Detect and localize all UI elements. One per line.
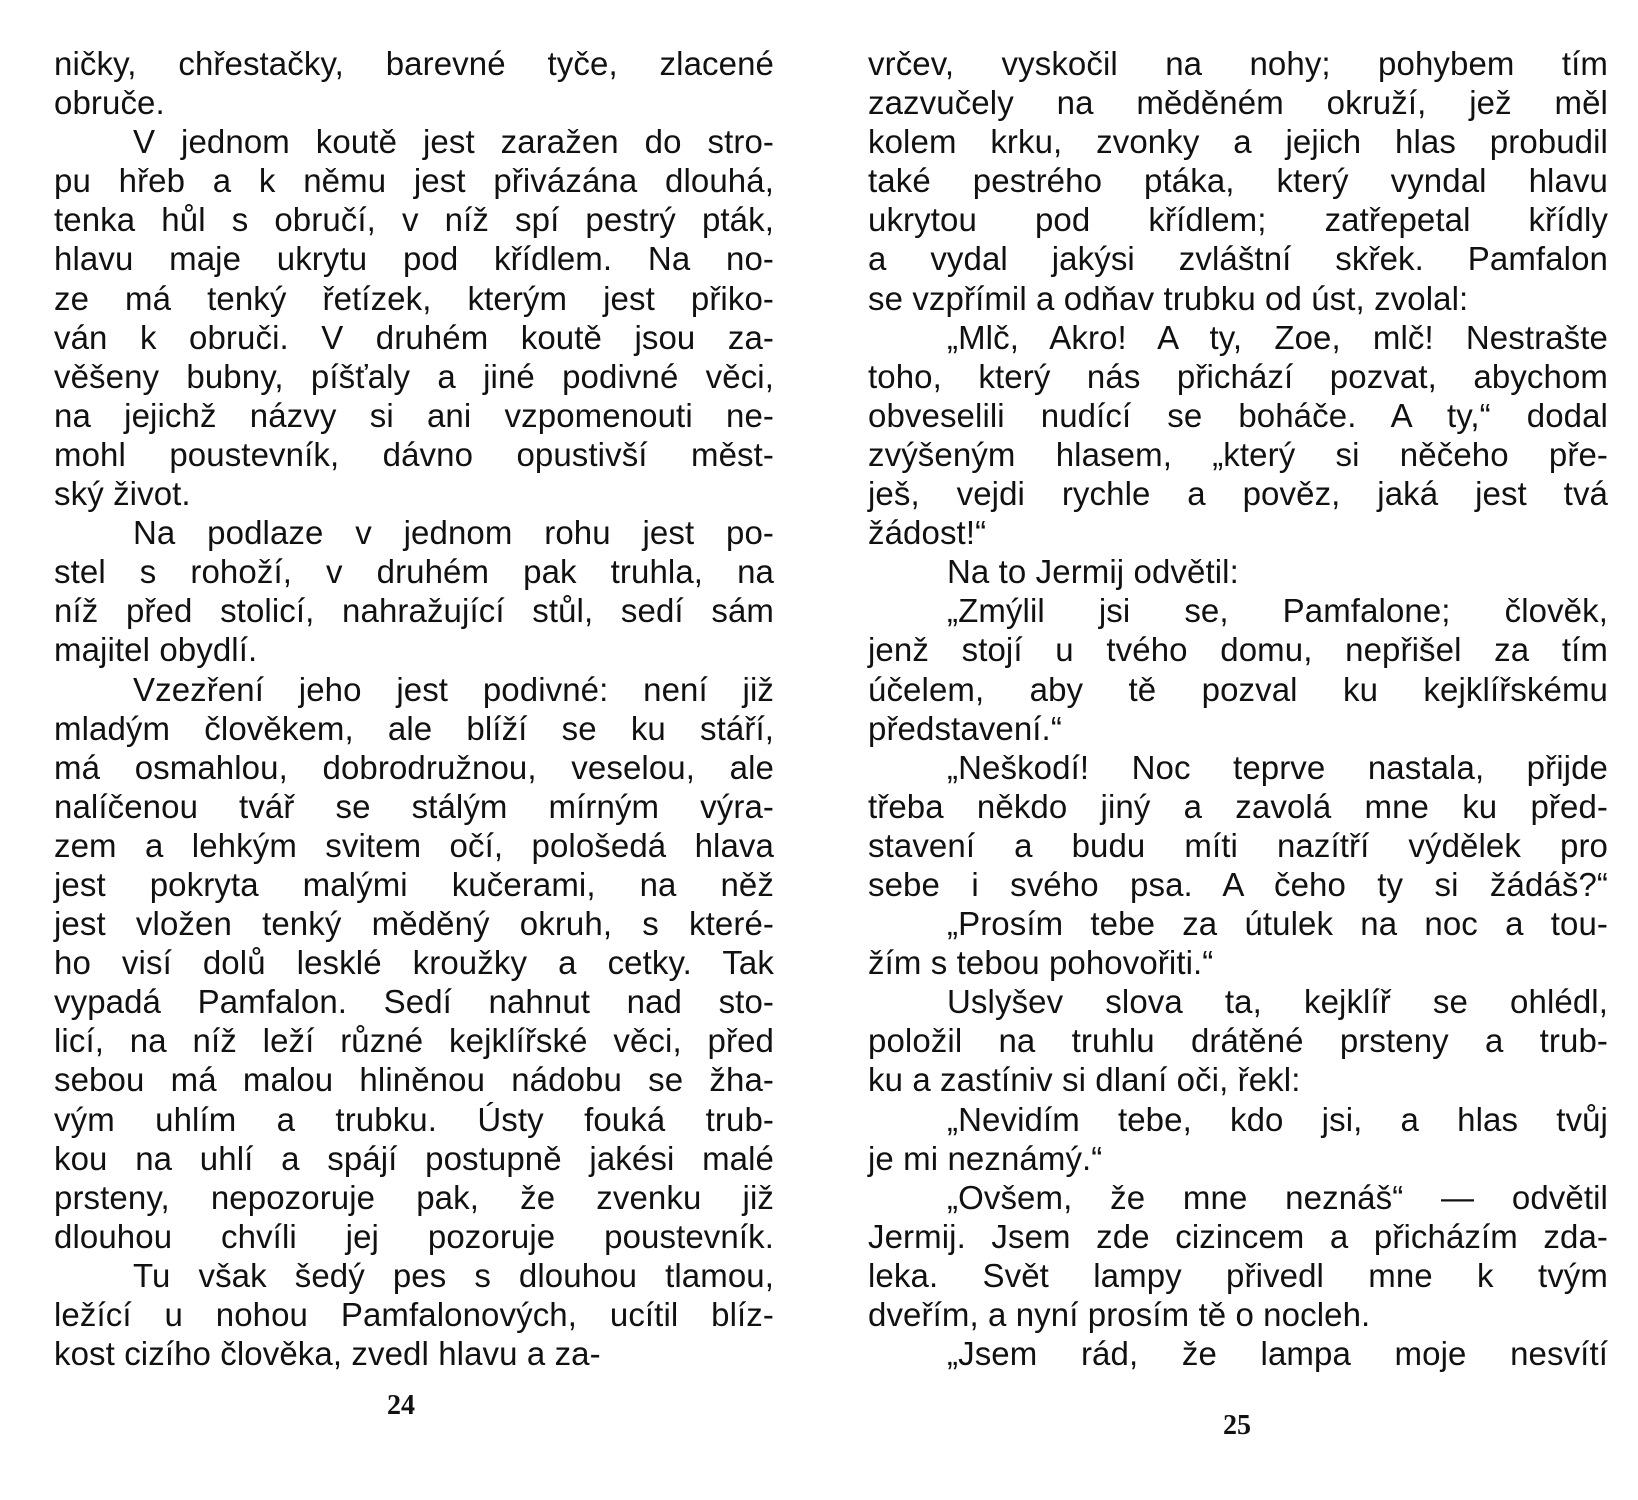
text-line: toho, který nás přichází pozvat, abychom <box>868 357 1608 395</box>
text-line: „Ovšem, že mne neznáš“ — odvětil <box>947 1178 1608 1216</box>
left-page <box>54 44 774 1373</box>
text-line: nalíčenou tvář se stálým mírným výra- <box>54 787 774 825</box>
text-line: hlavu maje ukrytu pod křídlem. Na no- <box>54 240 774 278</box>
text-line: Tu však šedý pes s dlouhou tlamou, <box>133 1256 774 1294</box>
text-line: představení.“ <box>868 709 1062 747</box>
text-line: tenka hůl s obručí, v níž spí pestrý pták, <box>54 201 774 239</box>
text-line: „Nevidím tebe, kdo jsi, a hlas tvůj <box>947 1100 1608 1138</box>
text-line: ho visí dolů lesklé kroužky a cetky. Tak <box>54 944 774 982</box>
right-page-text <box>868 44 1608 1373</box>
text-line: jest vložen tenký měděný okruh, s které- <box>54 905 774 943</box>
text-line: ničky, chřestačky, barevné tyče, zlacené <box>54 45 774 82</box>
text-line: obveselili nudící se boháče. A ty,“ dodal <box>868 396 1608 434</box>
text-line: účelem, aby tě pozval ku kejklířskému <box>868 670 1608 708</box>
text-line: „Zmýlil jsi se, Pamfalone; člověk, <box>947 592 1608 630</box>
text-line: sebou má malou hliněnou nádobu se žha- <box>54 1061 774 1099</box>
text-line: kolem krku, zvonky a jejich hlas probudil <box>868 123 1608 161</box>
left-page-text <box>54 44 774 1373</box>
text-line: leka. Svět lampy přivedl mne k tvým <box>868 1256 1608 1294</box>
text-line: kost cizího člověka, zvedl hlavu a za- <box>54 1335 601 1373</box>
text-line: dlouhou chvíli jej pozoruje poustevník. <box>54 1217 774 1255</box>
text-line: zem a lehkým svitem očí, pološedá hlava <box>54 826 774 864</box>
text-line: Uslyšev slova ta, kejklíř se ohlédl, <box>947 983 1608 1021</box>
text-line: zazvučely na měděném okruží, jež měl <box>868 84 1608 122</box>
text-line: žádost!“ <box>868 514 987 552</box>
text-line: ku a zastíniv si dlaní oči, řekl: <box>868 1061 1301 1099</box>
text-line: Jermij. Jsem zde cizincem a přicházím zda- <box>868 1217 1608 1255</box>
text-line: prsteny, nepozoruje pak, že zvenku již <box>54 1178 774 1216</box>
text-line: mohl poustevník, dávno opustivší měst- <box>54 435 774 473</box>
text-line: V jednom koutě jest zaražen do stro- <box>133 123 774 161</box>
text-line: Na to Jermij odvětil: <box>947 553 1239 591</box>
text-line: Vzezření jeho jest podivné: není již <box>133 670 774 708</box>
text-line: ský život. <box>54 475 191 513</box>
text-line: zvýšeným hlasem, „který si něčeho pře- <box>868 435 1608 473</box>
text-line: třeba někdo jiný a zavolá mne ku před- <box>868 787 1608 825</box>
text-line: ukrytou pod křídlem; zatřepetal křídly <box>868 201 1608 239</box>
text-line: „Mlč, Akro! A ty, Zoe, mlč! Nestrašte <box>947 318 1608 356</box>
text-line: je mi neznámý.“ <box>868 1139 1103 1177</box>
text-line: ze má tenký řetízek, kterým jest přiko- <box>54 279 774 317</box>
text-line: ván k obruči. V druhém koutě jsou za- <box>54 318 774 356</box>
text-line: jest pokryta malými kučerami, na něž <box>54 865 774 903</box>
text-line: stavení a budu míti nazítří výdělek pro <box>868 826 1608 864</box>
text-line: dveřím, a nyní prosím tě o nocleh. <box>868 1296 1371 1333</box>
text-line: stel s rohoží, v druhém pak truhla, na <box>54 553 774 591</box>
text-line: žím s tebou pohovořiti.“ <box>868 944 1214 982</box>
text-line: licí, na níž leží různé kejklířské věci, před <box>54 1022 774 1060</box>
text-line: „Neškodí! Noc teprve nastala, přijde <box>947 748 1608 786</box>
text-line: ležící u nohou Pamfalonových, ucítil blíz- <box>54 1296 774 1333</box>
text-line: obruče. <box>54 84 165 122</box>
text-line: majitel obydlí. <box>54 631 258 669</box>
text-line: také pestrého ptáka, který vyndal hlavu <box>868 162 1608 200</box>
text-line: ješ, vejdi rychle a pověz, jaká jest tvá <box>868 475 1608 513</box>
text-line: položil na truhlu drátěné prsteny a trub- <box>868 1022 1608 1060</box>
text-line: pu hřeb a k němu jest přivázána dlouhá, <box>54 162 774 200</box>
text-line: má osmahlou, dobrodružnou, veselou, ale <box>54 748 774 786</box>
text-line: vrčev, vyskočil na nohy; pohybem tím <box>868 45 1608 82</box>
text-line: věšeny bubny, píšťaly a jiné podivné věci, <box>54 357 774 395</box>
text-line: kou na uhlí a spájí postupně jakési malé <box>54 1139 774 1177</box>
right-page <box>868 44 1608 1373</box>
text-line: níž před stolicí, nahražující stůl, sedí sám <box>54 592 774 630</box>
text-line: jenž stojí u tvého domu, nepřišel za tím <box>868 631 1608 669</box>
text-line: „Prosím tebe za útulek na noc a tou- <box>947 905 1608 943</box>
text-line: „Jsem rád, že lampa moje nesvítí <box>947 1335 1608 1373</box>
text-line: mladým člověkem, ale blíží se ku stáří, <box>54 709 774 747</box>
text-line: se vzpřímil a odňav trubku od úst, zvolal: <box>868 279 1469 317</box>
text-line: a vydal jakýsi zvláštní skřek. Pamfalon <box>868 240 1608 278</box>
text-line: sebe i svého psa. A čeho ty si žádáš?“ <box>868 865 1608 903</box>
text-line: Na podlaze v jednom rohu jest po- <box>133 514 774 552</box>
right-page-number: 25 <box>1223 1410 1251 1441</box>
text-line: vypadá Pamfalon. Sedí nahnut nad sto- <box>54 983 774 1021</box>
left-page-number: 24 <box>387 1390 415 1421</box>
text-line: na jejichž názvy si ani vzpomenouti ne- <box>54 396 774 434</box>
text-line: vým uhlím a trubku. Ústy fouká trub- <box>54 1100 774 1138</box>
